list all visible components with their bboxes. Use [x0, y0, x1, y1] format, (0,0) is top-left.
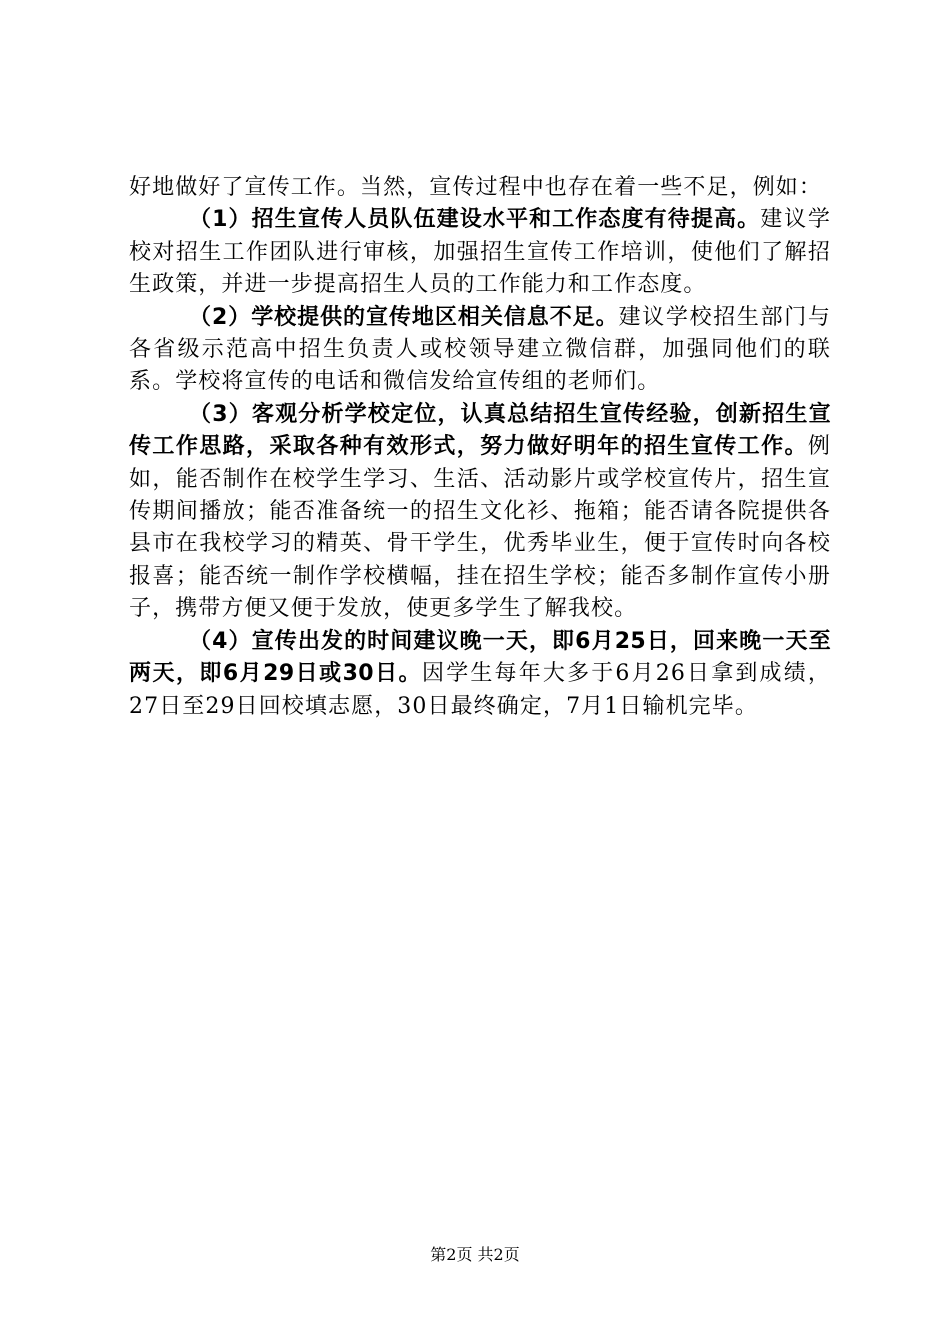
paragraph-text: 好地做好了宣传工作。当然，宣传过程中也存在着一些不足，例如：: [129, 175, 823, 200]
paragraph-text: 建议学校招生部门与各省级示范高中招生负责人或校领导建立微信群，加强同他们的联系。学校将宣传的电话和微信发给宣传组的老师们。: [129, 304, 831, 395]
page-number-footer: 第2页 共2页: [430, 1245, 520, 1264]
document-body: [129, 172, 831, 723]
paragraph-text: 例如，能否制作在校学生学习、生活、活动影片或学校宣传片，招生宣传期间播放；能否准备统一的招生文化衫、拖箱；能否请各院提供各县市在我校学习的精英、骨干学生，优秀毕业生，便于宣传时向各校报喜；能否统一制作学校横幅，挂在招生学校；能否多制作宣传小册子，携带方便又便于发放，使更多学生了解我校。: [129, 434, 831, 622]
paragraph-intro: [129, 172, 831, 204]
paragraph-text: 建议学校对招生工作团队进行审核，加强招生宣传工作培训，使他们了解招生政策，并进一步提高招生人员的工作能力和工作态度。: [129, 207, 831, 298]
paragraph-lead: （2）学校提供的宣传地区相关信息不足。: [189, 304, 619, 330]
paragraph-item-1: [129, 204, 831, 301]
paragraph-item-3: [129, 399, 831, 626]
paragraph-item-4: [129, 626, 831, 723]
paragraph-lead: （3）客观分析学校定位，认真总结招生宣传经验，创新招生宣传工作思路，采取各种有效形式，努力做好明年的招生宣传工作。: [129, 401, 831, 460]
paragraph-lead: （4）宣传出发的时间建议晚一天，即6月25日，回来晚一天至两天，即6月29日或30日。: [129, 628, 831, 687]
paragraph-lead: （1）招生宣传人员队伍建设水平和工作态度有待提高。: [189, 207, 761, 233]
paragraph-text: 因学生每年大多于6月26日拿到成绩，27日至29日回校填志愿，30日最终确定，7月1日输机完毕。: [129, 661, 832, 719]
paragraph-item-2: [129, 302, 831, 399]
